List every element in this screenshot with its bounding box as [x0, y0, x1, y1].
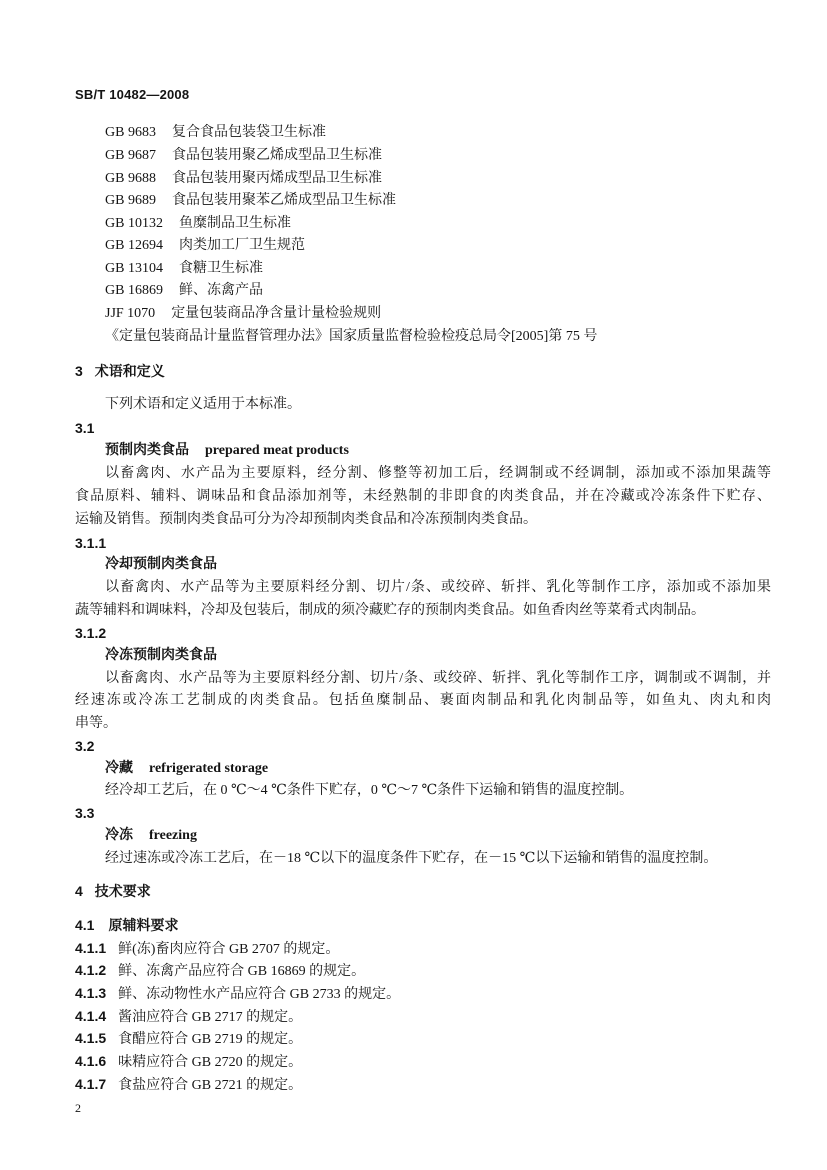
reference-note: 《定量包装商品计量监督管理办法》国家质量监督检验检疫总局令[2005]第 75 号	[105, 329, 598, 344]
term-number: 3.1.1	[75, 535, 107, 551]
term-name-zh: 冷冻	[105, 828, 133, 843]
term-name-zh: 冷藏	[105, 761, 133, 776]
reference-title: 食品包装用聚苯乙烯成型品卫生标准	[171, 193, 396, 208]
reference-code: GB 9687	[105, 148, 156, 163]
reference-title: 食糖卫生标准	[178, 261, 263, 276]
subsection-heading	[75, 914, 178, 936]
reference-code: GB 13104	[105, 261, 163, 276]
reference-title: 鲜、冻禽产品	[178, 283, 263, 298]
requirement-text: 味精应符合 GB 2720 的规定。	[118, 1055, 303, 1070]
section-heading	[75, 880, 151, 902]
requirement-number: 4.1.2	[75, 962, 107, 978]
term-name-zh: 预制肉类食品	[105, 443, 189, 458]
section-title: 技术要求	[94, 885, 151, 900]
requirement-item	[75, 1005, 302, 1027]
reference-item	[105, 168, 382, 190]
requirement-item	[75, 1027, 302, 1049]
requirement-number: 4.1.7	[75, 1076, 107, 1092]
reference-item	[105, 258, 263, 280]
reference-item	[105, 122, 326, 144]
requirement-number: 4.1.6	[75, 1053, 107, 1069]
reference-code: JJF 1070	[105, 306, 156, 321]
requirement-item	[75, 1073, 302, 1095]
term-name-en: freezing	[149, 828, 197, 843]
term-name-en: refrigerated storage	[149, 761, 269, 776]
definition-line: 运输及销售。预制肉类食品可分为冷却预制肉类食品和冷冻预制肉类食品。	[75, 512, 537, 527]
definition-line: 蔬等辅料和调味料，冷却及包装后，制成的须冷藏贮存的预制肉类食品。如鱼香肉丝等菜肴式肉制品。	[75, 603, 705, 618]
reference-item	[105, 213, 291, 235]
reference-item	[105, 145, 382, 167]
term-heading	[105, 440, 349, 462]
requirement-number: 4.1.4	[75, 1008, 107, 1024]
requirement-text: 食盐应符合 GB 2721 的规定。	[118, 1078, 303, 1093]
term-number: 3.2	[75, 738, 95, 754]
reference-title: 食品包装用聚乙烯成型品卫生标准	[171, 148, 382, 163]
reference-item	[105, 235, 305, 257]
reference-title: 肉类加工厂卫生规范	[178, 238, 305, 253]
reference-code: GB 9688	[105, 171, 156, 186]
reference-code: GB 12694	[105, 238, 163, 253]
section-title: 术语和定义	[94, 365, 165, 380]
term-number: 3.1	[75, 420, 95, 436]
term-heading	[105, 758, 268, 780]
requirement-text: 鲜(冻)畜肉应符合 GB 2707 的规定。	[118, 942, 340, 957]
reference-item	[105, 190, 396, 212]
definition-line: 以畜禽肉、水产品为主要原料，经分割、修整等初加工后，经调制或不经调制，添加或不添加果蔬等	[105, 466, 771, 481]
reference-code: GB 10132	[105, 216, 163, 231]
subsection-number: 4.1	[75, 917, 95, 933]
requirement-item	[75, 937, 339, 959]
term-name-zh: 冷冻预制肉类食品	[105, 648, 217, 663]
section-intro: 下列术语和定义适用于本标准。	[105, 397, 301, 412]
section-heading	[75, 360, 165, 382]
reference-code: GB 9683	[105, 125, 156, 140]
reference-title: 食品包装用聚丙烯成型品卫生标准	[171, 171, 382, 186]
subsection-title: 原辅料要求	[108, 919, 179, 934]
reference-title: 复合食品包装袋卫生标准	[171, 125, 326, 140]
definition-line: 以畜禽肉、水产品等为主要原料经分割、切片/条、或绞碎、斩拌、乳化等制作工序，调制或不调制，并	[105, 671, 771, 686]
definition-line: 串等。	[75, 716, 117, 731]
requirement-text: 酱油应符合 GB 2717 的规定。	[118, 1010, 303, 1025]
definition-line: 经过速冻或冷冻工艺后，在－18 ℃以下的温度条件下贮存，在－15 ℃以下运输和销售的温度控制。	[105, 851, 718, 866]
requirement-item	[75, 982, 400, 1004]
term-heading	[105, 825, 197, 847]
term-number: 3.1.2	[75, 625, 107, 641]
standard-code-header: SB/T 10482—2008	[75, 87, 190, 102]
term-name-en: prepared meat products	[205, 443, 349, 458]
definition-line: 以畜禽肉、水产品等为主要原料经分割、切片/条、或绞碎、斩拌、乳化等制作工序，添加或不添加果	[105, 580, 771, 595]
section-number: 4	[75, 883, 83, 899]
requirement-text: 鲜、冻动物性水产品应符合 GB 2733 的规定。	[118, 987, 401, 1002]
definition-line: 经速冻或冷冻工艺制成的肉类食品。包括鱼糜制品、裹面肉制品和乳化肉制品等，如鱼丸、肉丸和肉	[75, 693, 771, 708]
term-name-zh: 冷却预制肉类食品	[105, 557, 217, 572]
requirement-number: 4.1.3	[75, 985, 107, 1001]
reference-item	[105, 303, 381, 325]
section-number: 3	[75, 363, 83, 379]
definition-line: 经冷却工艺后，在 0 ℃～4 ℃条件下贮存，0 ℃～7 ℃条件下运输和销售的温度控制。	[105, 783, 634, 798]
requirement-item	[75, 1050, 302, 1072]
definition-line: 食品原料、辅料、调味品和食品添加剂等，未经熟制的非即食的肉类食品，并在冷藏或冷冻条件下贮存、	[75, 489, 771, 504]
reference-code: GB 9689	[105, 193, 156, 208]
reference-title: 定量包装商品净含量计量检验规则	[171, 306, 382, 321]
page-number: 2	[75, 1101, 81, 1115]
requirement-number: 4.1.5	[75, 1030, 107, 1046]
term-number: 3.3	[75, 805, 95, 821]
requirement-item	[75, 959, 365, 981]
requirement-number: 4.1.1	[75, 940, 107, 956]
reference-title: 鱼糜制品卫生标准	[178, 216, 291, 231]
requirement-text: 食醋应符合 GB 2719 的规定。	[118, 1032, 303, 1047]
reference-item	[105, 280, 263, 302]
reference-code: GB 16869	[105, 283, 163, 298]
requirement-text: 鲜、冻禽产品应符合 GB 16869 的规定。	[118, 964, 366, 979]
